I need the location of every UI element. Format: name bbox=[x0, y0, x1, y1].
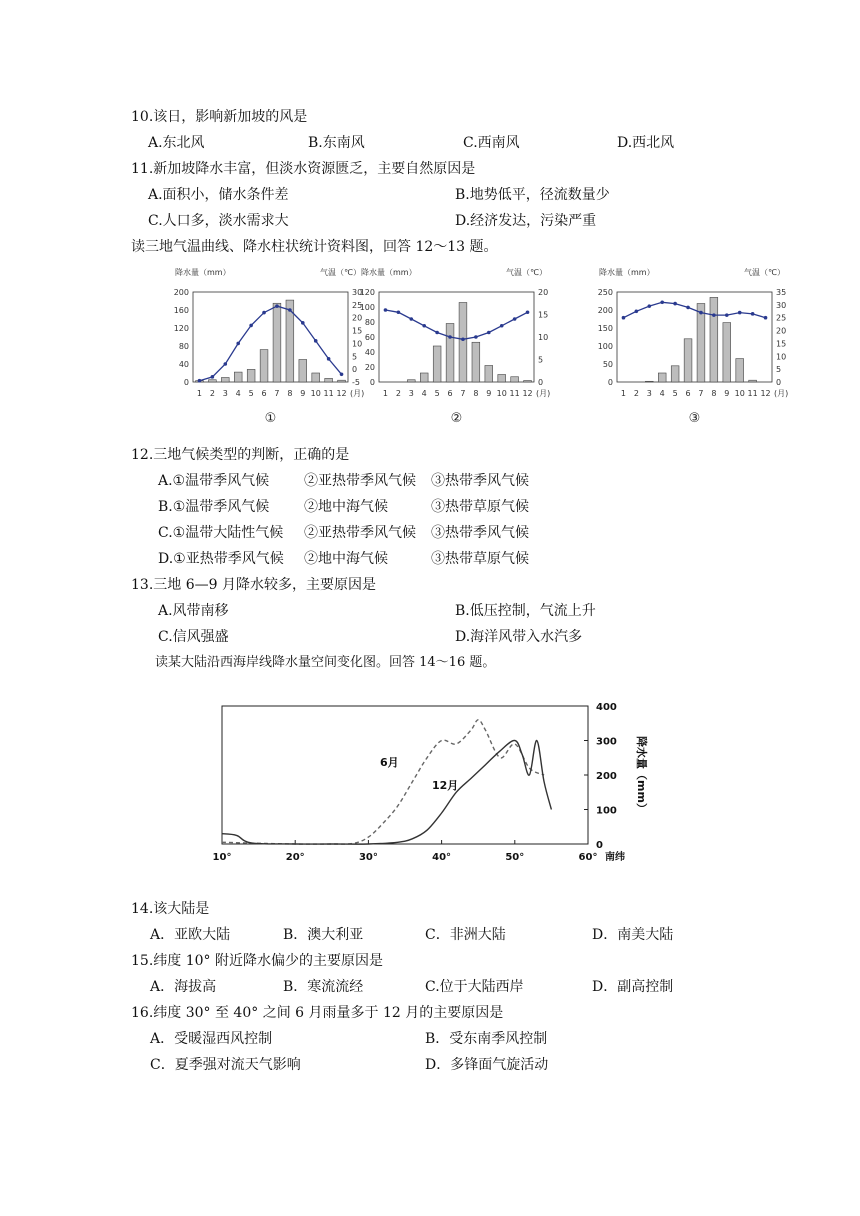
q16-option-d: D．多锋面气旋活动 bbox=[425, 1057, 549, 1073]
precip-bar bbox=[459, 303, 467, 383]
q12-option-b-part3: ③热带草原气候 bbox=[431, 499, 529, 515]
temp-point bbox=[314, 339, 318, 343]
month-tick: 8 bbox=[287, 389, 293, 398]
precip-tick: 0 bbox=[183, 378, 189, 387]
temp-tick: 5 bbox=[776, 365, 782, 375]
q12-option-d-part1: D.①亚热带季风气候 bbox=[158, 551, 284, 567]
q14-stem: 14.该大陆是 bbox=[131, 901, 210, 917]
precip-tick: 50 bbox=[602, 360, 613, 369]
temp-tick: 25 bbox=[776, 313, 787, 323]
q12-option-b-part2: ②地中海气候 bbox=[304, 499, 388, 515]
month-tick: 7 bbox=[460, 389, 466, 398]
precip-bar bbox=[710, 297, 718, 382]
temp-axis-label: 气温（℃） bbox=[506, 268, 547, 277]
precip-bar bbox=[407, 380, 415, 382]
precip-tick: 40 bbox=[178, 360, 189, 369]
q12-option-c-part2: ②亚热带季风气候 bbox=[304, 525, 416, 541]
temp-point bbox=[686, 306, 690, 310]
precip-bar bbox=[671, 366, 679, 382]
precip-bar bbox=[247, 369, 255, 382]
q13-option-d: D.海洋风带入水汽多 bbox=[455, 629, 583, 645]
series-june-line bbox=[222, 720, 544, 844]
precip-tick: 120 bbox=[359, 288, 375, 297]
q13-option-a: A.风带南移 bbox=[158, 603, 229, 619]
month-tick: 8 bbox=[711, 389, 717, 398]
temp-point bbox=[635, 309, 639, 313]
temp-tick: 25 bbox=[352, 300, 363, 310]
month-tick: 10 bbox=[734, 389, 745, 398]
temp-point bbox=[526, 310, 530, 314]
month-tick: 2 bbox=[209, 389, 215, 398]
precip-tick: 160 bbox=[173, 306, 189, 315]
x-tick-label: 40° bbox=[432, 852, 452, 863]
month-unit: (月) bbox=[774, 389, 789, 398]
precip-bar bbox=[234, 372, 242, 382]
temp-point bbox=[461, 337, 465, 341]
month-tick: 1 bbox=[620, 389, 627, 398]
q12-stem: 12.三地气候类型的判断，正确的是 bbox=[131, 447, 350, 463]
y-tick-label: 0 bbox=[596, 840, 603, 851]
temp-point bbox=[660, 300, 664, 304]
precip-bar bbox=[498, 375, 506, 383]
q12-option-d-part2: ②地中海气候 bbox=[304, 551, 388, 567]
temp-point bbox=[397, 310, 401, 314]
precip-bar bbox=[511, 377, 519, 382]
temp-point bbox=[751, 312, 755, 316]
x-tick-label: 30° bbox=[358, 852, 378, 863]
month-tick: 5 bbox=[248, 389, 254, 398]
y-tick-label: 300 bbox=[596, 736, 617, 748]
label-december: 12月 bbox=[432, 779, 459, 792]
q13-option-b: B.低压控制，气流上升 bbox=[455, 603, 596, 619]
precip-bar bbox=[260, 350, 268, 382]
precip-tick: 100 bbox=[359, 303, 375, 312]
precip-bar bbox=[472, 342, 480, 382]
precip-bar bbox=[209, 380, 217, 382]
temp-line bbox=[200, 306, 342, 381]
precip-bar bbox=[273, 303, 281, 382]
month-tick: 7 bbox=[698, 389, 704, 398]
month-tick: 1 bbox=[196, 389, 203, 398]
precip-bar bbox=[524, 381, 532, 383]
q16-option-b: B．受东南季风控制 bbox=[425, 1031, 548, 1047]
temp-point bbox=[340, 372, 344, 376]
month-tick: 12 bbox=[522, 389, 533, 398]
temp-point bbox=[211, 375, 215, 379]
temp-tick: 10 bbox=[776, 352, 787, 362]
y-axis-label: 降水量（mm） bbox=[635, 736, 648, 814]
temp-tick: 35 bbox=[776, 288, 787, 297]
label-june: 6月 bbox=[380, 756, 399, 769]
temp-point bbox=[288, 308, 292, 312]
precip-tick: 100 bbox=[597, 342, 613, 351]
precip-tick: 120 bbox=[173, 324, 189, 333]
q15-option-d: D．副高控制 bbox=[592, 979, 674, 995]
climate-chart-3 bbox=[598, 267, 789, 426]
precip-bar bbox=[723, 323, 731, 382]
month-tick: 6 bbox=[447, 389, 453, 398]
temp-point bbox=[738, 311, 742, 315]
climate-charts bbox=[0, 262, 860, 432]
temp-point bbox=[409, 317, 413, 321]
q16-option-a: A．受暖湿西风控制 bbox=[150, 1031, 273, 1047]
temp-point bbox=[422, 324, 426, 328]
chart-marker: ③ bbox=[688, 411, 701, 426]
temp-tick: 0 bbox=[538, 378, 544, 387]
precip-bar bbox=[433, 346, 441, 382]
plot-frame bbox=[617, 292, 772, 382]
x-tick-label: 50° bbox=[505, 852, 525, 863]
temp-point bbox=[223, 362, 227, 366]
q12-option-a-part3: ③热带季风气候 bbox=[431, 473, 529, 489]
precip-bar bbox=[645, 381, 653, 382]
q15-option-a: A．海拔高 bbox=[150, 979, 217, 995]
temp-point bbox=[327, 357, 331, 361]
month-tick: 4 bbox=[659, 389, 665, 398]
precip-bar bbox=[446, 324, 454, 383]
precip-tick: 0 bbox=[369, 378, 375, 387]
precip-axis-label: 降水量（mm） bbox=[175, 268, 231, 277]
temp-tick: 5 bbox=[538, 355, 544, 365]
climate-chart-2 bbox=[360, 267, 551, 426]
month-tick: 2 bbox=[395, 389, 401, 398]
q11-option-a: A.面积小，储水条件差 bbox=[148, 187, 289, 203]
month-tick: 7 bbox=[274, 389, 280, 398]
temp-point bbox=[198, 379, 202, 383]
month-tick: 10 bbox=[496, 389, 507, 398]
precip-bar bbox=[736, 359, 744, 382]
climate-chart-1 bbox=[174, 267, 365, 426]
temp-tick: 20 bbox=[538, 288, 549, 297]
q10-stem: 10.该日，影响新加坡的风是 bbox=[131, 109, 308, 125]
q12-option-c-part3: ③热带季风气候 bbox=[431, 525, 529, 541]
intro-14-16: 读某大陆沿西海岸线降水量空间变化图。回答 14～16 题。 bbox=[155, 655, 496, 670]
precip-tick: 20 bbox=[364, 363, 375, 372]
precip-bar bbox=[485, 366, 493, 383]
month-tick: 4 bbox=[235, 389, 241, 398]
chart-marker: ① bbox=[264, 411, 277, 426]
q10-option-c: C.西南风 bbox=[463, 135, 520, 151]
q11-option-c: C.人口多，淡水需求大 bbox=[148, 213, 289, 229]
month-tick: 12 bbox=[760, 389, 771, 398]
temp-tick: 5 bbox=[352, 352, 358, 362]
month-tick: 3 bbox=[646, 389, 652, 398]
q15-option-c: C.位于大陆西岸 bbox=[425, 979, 524, 995]
temp-point bbox=[764, 316, 768, 320]
plot-frame bbox=[193, 292, 348, 382]
q12-option-b-part1: B.①温带季风气候 bbox=[158, 499, 270, 515]
precip-bar bbox=[697, 304, 705, 382]
month-tick: 9 bbox=[724, 389, 730, 398]
precip-bar bbox=[299, 360, 307, 383]
month-tick: 10 bbox=[310, 389, 321, 398]
temp-point bbox=[474, 335, 478, 339]
precip-tick: 60 bbox=[364, 333, 375, 342]
temp-point bbox=[275, 304, 279, 308]
temp-tick: 0 bbox=[776, 378, 782, 387]
temp-point bbox=[725, 313, 729, 317]
month-tick: 11 bbox=[747, 389, 758, 398]
temp-point bbox=[699, 311, 703, 315]
precip-bar bbox=[749, 380, 757, 382]
temp-tick: -5 bbox=[352, 378, 360, 387]
q13-option-c: C.信风强盛 bbox=[158, 629, 229, 645]
q12-option-c-part1: C.①温带大陆性气候 bbox=[158, 525, 284, 541]
month-tick: 3 bbox=[408, 389, 414, 398]
q12-option-a-part1: A.①温带季风气候 bbox=[158, 473, 270, 489]
temp-tick: 15 bbox=[538, 310, 549, 320]
month-unit: (月) bbox=[350, 389, 365, 398]
q14-option-b: B．澳大利亚 bbox=[283, 927, 364, 943]
q11-option-b: B.地势低平，径流数量少 bbox=[455, 187, 610, 203]
temp-axis-label: 气温（℃） bbox=[320, 268, 361, 277]
q11-stem: 11.新加坡降水丰富，但淡水资源匮乏，主要自然原因是 bbox=[131, 161, 476, 177]
q10-option-d: D.西北风 bbox=[617, 135, 675, 151]
temp-tick: 0 bbox=[352, 365, 358, 375]
temp-point bbox=[487, 331, 491, 335]
temp-tick: 30 bbox=[776, 300, 787, 310]
temp-point bbox=[262, 311, 266, 315]
month-tick: 2 bbox=[633, 389, 639, 398]
precip-bar bbox=[684, 339, 692, 382]
temp-point bbox=[622, 316, 626, 320]
temp-point bbox=[249, 324, 253, 328]
q12-option-d-part3: ③热带草原气候 bbox=[431, 551, 529, 567]
temp-tick: 15 bbox=[352, 326, 363, 336]
y-tick-label: 200 bbox=[596, 771, 617, 782]
precip-tick: 40 bbox=[364, 348, 375, 357]
month-tick: 11 bbox=[509, 389, 520, 398]
month-tick: 1 bbox=[382, 389, 389, 398]
month-tick: 11 bbox=[323, 389, 334, 398]
temp-point bbox=[301, 321, 305, 325]
temp-tick: 10 bbox=[352, 339, 363, 349]
q10-option-b: B.东南风 bbox=[308, 135, 365, 151]
q16-stem: 16.纬度 30° 至 40° 之间 6 月雨量多于 12 月的主要原因是 bbox=[131, 1005, 504, 1021]
month-tick: 9 bbox=[300, 389, 306, 398]
month-tick: 8 bbox=[473, 389, 479, 398]
plot-frame bbox=[379, 292, 534, 382]
precip-axis-label: 降水量（mm） bbox=[599, 268, 655, 277]
month-tick: 6 bbox=[261, 389, 267, 398]
month-tick: 3 bbox=[222, 389, 228, 398]
temp-tick: 20 bbox=[776, 326, 787, 336]
temp-point bbox=[236, 342, 240, 346]
temp-tick: 20 bbox=[352, 313, 363, 323]
temp-point bbox=[673, 302, 677, 306]
month-tick: 9 bbox=[486, 389, 492, 398]
month-tick: 4 bbox=[421, 389, 427, 398]
month-tick: 6 bbox=[685, 389, 691, 398]
q14-option-c: C．非洲大陆 bbox=[425, 927, 506, 943]
precip-tick: 150 bbox=[597, 324, 613, 333]
precip-tick: 80 bbox=[178, 342, 189, 351]
x-tick-label: 60° bbox=[578, 852, 598, 863]
precip-tick: 250 bbox=[597, 288, 613, 297]
precip-bar bbox=[338, 380, 346, 382]
x-tick-label: 10° bbox=[212, 852, 232, 863]
precip-bar bbox=[658, 373, 666, 382]
chart-marker: ② bbox=[450, 411, 463, 426]
x-tick-label: 20° bbox=[285, 852, 305, 863]
temp-point bbox=[500, 324, 504, 328]
temp-point bbox=[448, 335, 452, 339]
temp-point bbox=[647, 304, 651, 308]
month-unit: (月) bbox=[536, 389, 551, 398]
temp-line bbox=[386, 310, 528, 339]
q10-option-a: A.东北风 bbox=[148, 135, 205, 151]
coast-frame bbox=[222, 706, 588, 844]
intro-12-13: 读三地气温曲线、降水柱状统计资料图，回答 12～13 题。 bbox=[131, 239, 498, 255]
precip-bar bbox=[312, 373, 320, 382]
q14-option-a: A．亚欧大陆 bbox=[150, 927, 231, 943]
month-tick: 12 bbox=[336, 389, 347, 398]
y-tick-label: 100 bbox=[596, 805, 617, 817]
precip-bar bbox=[325, 378, 333, 382]
temp-point bbox=[712, 313, 716, 317]
q15-option-b: B．寒流流经 bbox=[283, 979, 364, 995]
coast-precip-chart bbox=[0, 690, 860, 880]
q11-option-d: D.经济发达，污染严重 bbox=[455, 213, 597, 229]
temp-tick: 10 bbox=[538, 333, 549, 342]
temp-axis-label: 气温（℃） bbox=[744, 268, 785, 277]
temp-point bbox=[384, 308, 388, 312]
q16-option-c: C．夏季强对流天气影响 bbox=[150, 1057, 301, 1073]
x-unit-label: 南纬 bbox=[605, 852, 625, 863]
month-tick: 5 bbox=[672, 389, 678, 398]
temp-tick: 30 bbox=[352, 288, 363, 297]
precip-tick: 0 bbox=[607, 378, 613, 387]
precip-tick: 80 bbox=[364, 318, 375, 327]
temp-line bbox=[624, 302, 766, 317]
temp-point bbox=[513, 317, 517, 321]
q13-stem: 13.三地 6—9 月降水较多，主要原因是 bbox=[131, 577, 376, 593]
temp-point bbox=[435, 331, 439, 335]
precip-tick: 200 bbox=[173, 288, 189, 297]
q14-option-d: D．南美大陆 bbox=[592, 927, 674, 943]
y-tick-label: 400 bbox=[596, 702, 617, 713]
month-tick: 5 bbox=[434, 389, 440, 398]
q15-stem: 15.纬度 10° 附近降水偏少的主要原因是 bbox=[131, 953, 383, 969]
precip-tick: 200 bbox=[597, 306, 613, 315]
precip-axis-label: 降水量（mm） bbox=[361, 268, 417, 277]
temp-tick: 15 bbox=[776, 339, 787, 349]
q12-option-a-part2: ②亚热带季风气候 bbox=[304, 473, 416, 489]
precip-bar bbox=[221, 378, 229, 383]
precip-bar bbox=[420, 373, 428, 382]
